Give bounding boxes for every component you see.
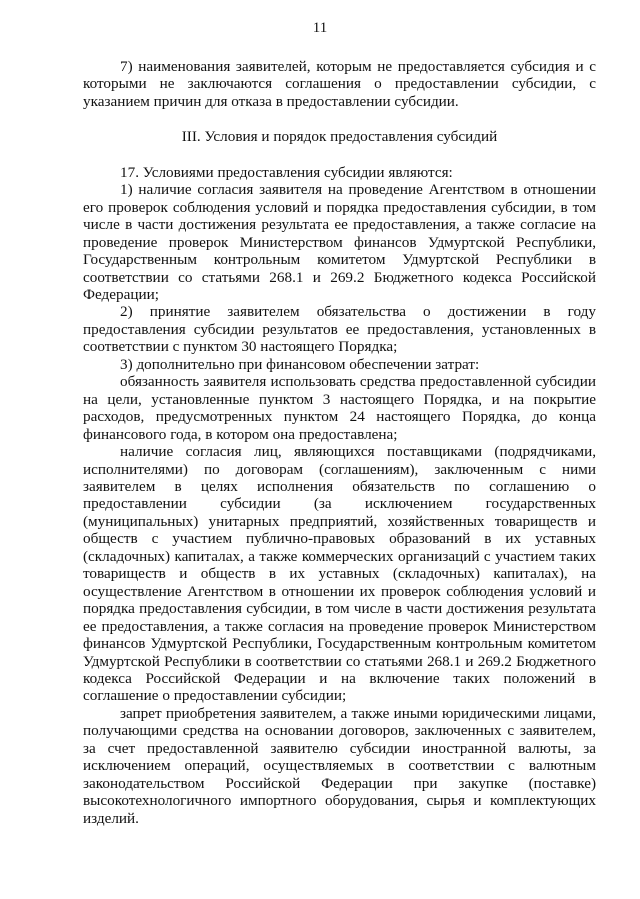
paragraph-obligation-use-funds: обязанность заявителя использовать средства предоставленной субсидии на цели, установленные пунктом 3 настоящего Порядка, и на покрытие расходов, предусмотренных пунктом 24 настоящего Порядка, до конца финансового года, в котором она предоставлена; — [83, 373, 596, 443]
document-body — [83, 58, 596, 827]
paragraph-condition-2: 2) принятие заявителем обязательства о достижении в году предоставления субсидии результатов ее предоставления, установленных в соответствии с пунктом 30 настоящего Порядка; — [83, 303, 596, 356]
paragraph-condition-1: 1) наличие согласия заявителя на проведение Агентством в отношении его проверок соблюдения условий и порядка предоставления субсидии, в том числе в части достижения результата ее предоставления, а также согласие на проведение проверок Министерством финансов Удмуртской Республики, Государственным контрольным комитетом Удмуртской Республики в соответствии со статьями 268.1 и 269.2 Бюджетного кодекса Российской Федерации; — [83, 181, 596, 303]
paragraph-condition-3: 3) дополнительно при финансовом обеспечении затрат: — [120, 355, 480, 373]
page-number: 11 — [312, 20, 328, 36]
paragraph-item-7: 7) наименования заявителей, которым не предоставляется субсидия и с которыми не заключаются соглашения о предоставлении субсидии, с указанием причин для отказа в предоставлении субсидии. — [83, 58, 596, 110]
section-heading: III. Условия и порядок предоставления субсидий — [181, 128, 498, 146]
paragraph-currency-ban: запрет приобретения заявителем, а также иными юридическими лицами, получающими средства на основании договоров, заключенных с заявителем, за счет предоставленной заявителю субсидии иностранной валюты, за исключением операций, осуществляемых в соответствии с валютным законодательством Российской Федерации при закупке (поставке) высокотехнологичного импортного оборудования, сырья и комплектующих изделий. — [83, 704, 596, 827]
paragraph-supplier-consent: наличие согласия лиц, являющихся поставщиками (подрядчиками, исполнителями) по договорам (соглашениям), заключенным с ними заявителем в целях исполнения обязательств по соглашению о предоставлении субсидии (за исключением государственных (муниципальных) унитарных предприятий, хозяйственных товариществ и обществ с участием публично-правовых образований в их уставных (складочных) капиталах, а также коммерческих организаций с участием таких товариществ и обществ в их уставных (складочных) капиталах), на осуществление Агентством в отношении их проверок соблюдения условий и порядка предоставления субсидии, в том числе в части достижения результата ее предоставления, а также согласия на проведение проверок Министерством финансов Удмуртской Республики, Государственным контрольным комитетом Удмуртской Республики в соответствии со статьями 268.1 и 269.2 Бюджетного кодекса Российской Федерации и на включение таких положений в соглашение о предоставлении субсидии; — [83, 443, 596, 705]
paragraph-17-intro: 17. Условиями предоставления субсидии являются: — [120, 163, 453, 181]
